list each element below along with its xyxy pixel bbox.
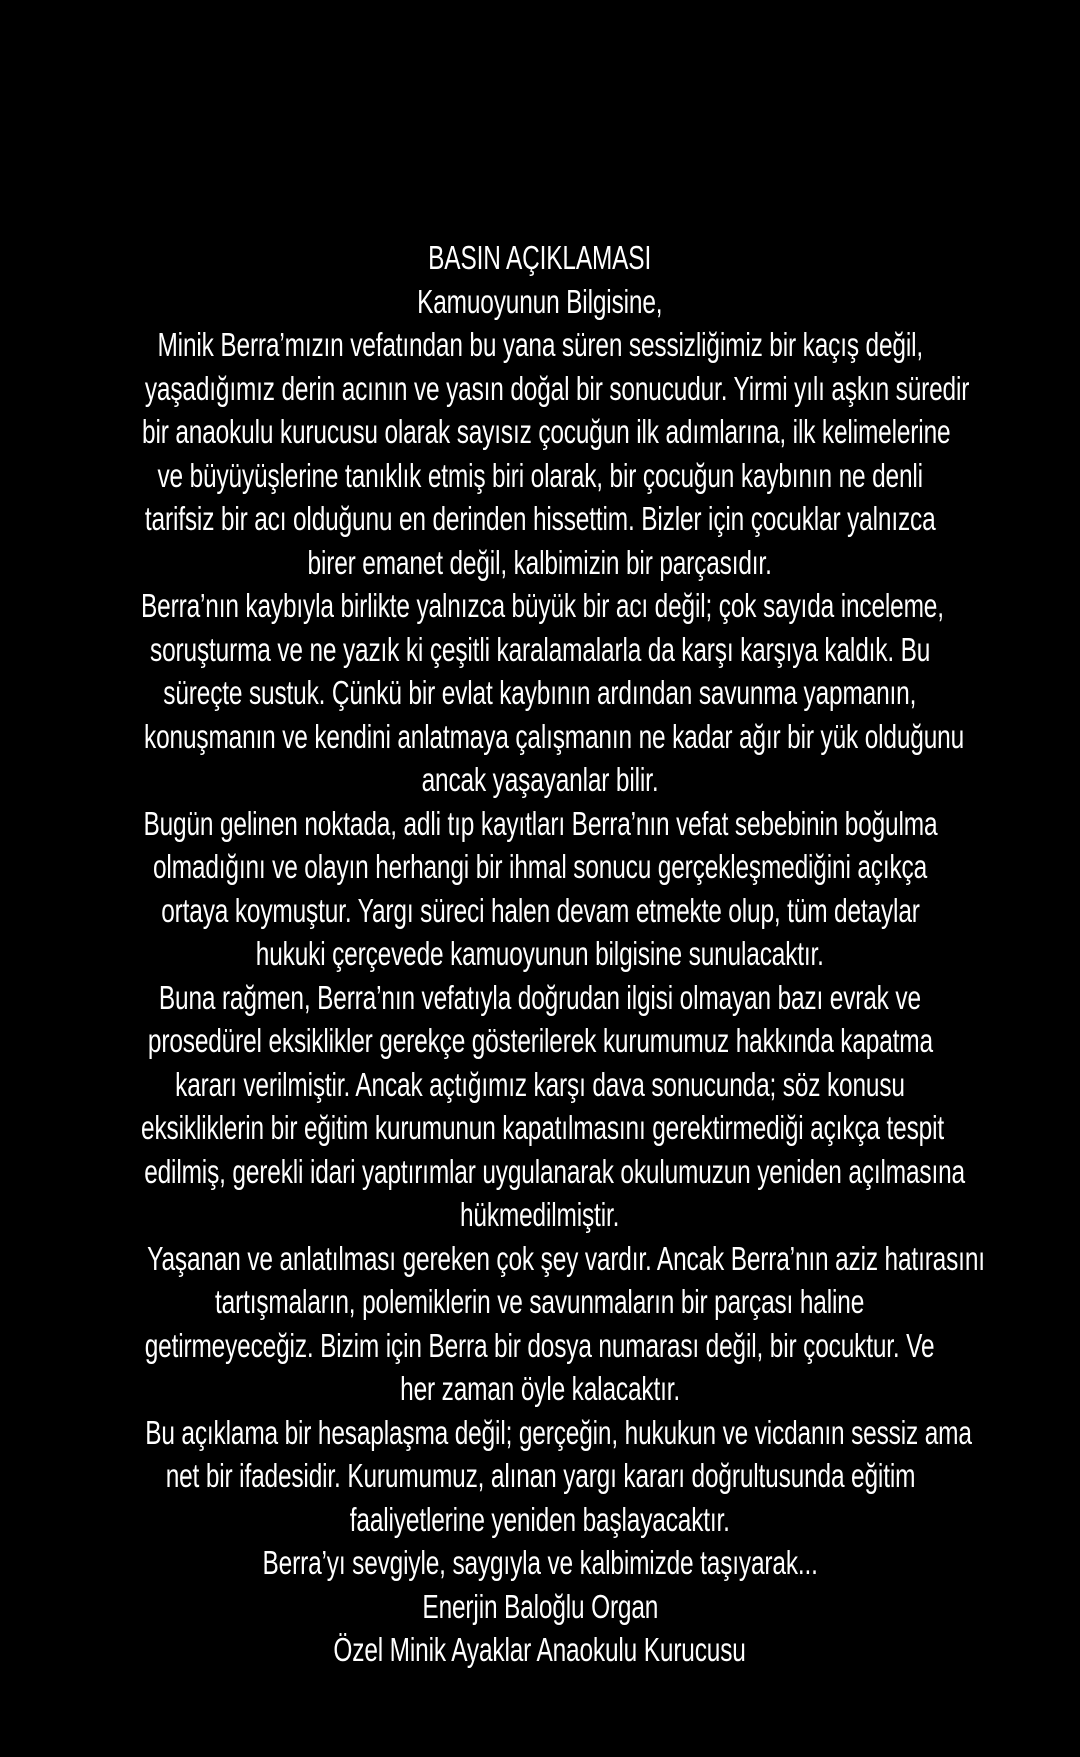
- text-line: [0, 323, 1080, 367]
- text-line-content: bir anaokulu kurucusu olarak sayısız çocuğun ilk adımlarına, ilk kelimelerine: [142, 413, 951, 450]
- text-line-content: net bir ifadesidir. Kurumumuz, alınan yargı kararı doğrultusunda eğitim: [165, 1457, 915, 1494]
- closing-line: [0, 1541, 1080, 1585]
- text-line-content: kararı verilmiştir. Ancak açtığımız karşı dava sonucunda; söz konusu: [175, 1065, 905, 1103]
- text-line: [0, 367, 1080, 411]
- text-line-content: getirmeyeceğiz. Bizim için Berra bir dosya numarası değil, bir çocuktur. Ve: [145, 1326, 935, 1364]
- salutation: [0, 280, 1080, 324]
- text-line: [0, 628, 1080, 672]
- text-line-content: birer emanet değil, kalbimizin bir parçasıdır.: [307, 543, 773, 581]
- text-line: [0, 410, 1080, 454]
- paragraph: [0, 802, 1080, 976]
- text-line: [0, 758, 1080, 802]
- text-line: [0, 1454, 1080, 1498]
- text-line-content: olmadığını ve olayın herhangi bir ihmal sonucu gerçekleşmediğini açıkça: [152, 848, 928, 885]
- signature-name-text: Enerjin Baloğlu Organ: [422, 1587, 658, 1625]
- text-line: [0, 454, 1080, 498]
- text-line-content: ve büyüyüşlerine tanıklık etmiş biri olarak, bir çocuğun kaybının ne denli: [157, 456, 923, 494]
- text-line-content: Bugün gelinen noktada, adli tıp kayıtları Berra’nın vefat sebebinin boğulma: [143, 804, 937, 842]
- text-line-content: edilmiş, gerekli idari yaptırımlar uygulanarak okulumuzun yeniden açılmasına: [144, 1152, 965, 1190]
- paragraph: [0, 1411, 1080, 1542]
- text-line: [0, 1063, 1080, 1107]
- text-line: [0, 1019, 1080, 1063]
- text-line: [0, 541, 1080, 585]
- text-line: [0, 976, 1080, 1020]
- text-line-content: faaliyetlerine yeniden başlayacaktır.: [349, 1500, 731, 1538]
- text-line: [0, 715, 1080, 759]
- signature-name: [0, 1585, 1080, 1629]
- signature-title: [0, 1628, 1080, 1672]
- text-line-content: konuşmanın ve kendini anlatmaya çalışmanın ne kadar ağır bir yük olduğunu: [144, 717, 965, 755]
- text-line-content: Yaşanan ve anlatılması gereken çok şey vardır. Ancak Berra’nın aziz hatırasını: [147, 1239, 985, 1277]
- text-line: [0, 1106, 1080, 1150]
- statement-body: [0, 323, 1080, 1541]
- text-line-content: ancak yaşayanlar bilir.: [421, 761, 659, 798]
- text-line-content: tartışmaların, polemiklerin ve savunmaların bir parçası haline: [215, 1283, 865, 1320]
- text-line-content: tarifsiz bir acı olduğunu en derinden hissettim. Bizler için çocuklar yalnızca: [144, 500, 936, 537]
- text-line-content: Bu açıklama bir hesaplaşma değil; gerçeğin, hukukun ve vicdanın sessiz ama: [145, 1413, 972, 1451]
- signature-title-text: Özel Minik Ayaklar Anaokulu Kurucusu: [333, 1631, 747, 1668]
- text-line-content: süreçte sustuk. Çünkü bir evlat kaybının ardından savunma yapmanın,: [163, 674, 917, 711]
- text-line: [0, 1411, 1080, 1455]
- text-line-content: Minik Berra’mızın vefatından bu yana süren sessizliğimiz bir kaçış değil,: [157, 326, 923, 363]
- text-line-content: prosedürel eksiklikler gerekçe gösterilerek kurumumuz hakkında kapatma: [147, 1022, 933, 1059]
- text-line-content: hukuki çerçevede kamuoyunun bilgisine sunulacaktır.: [255, 935, 825, 972]
- text-line: [0, 932, 1080, 976]
- text-line: [0, 1324, 1080, 1368]
- text-line: [0, 1498, 1080, 1542]
- text-line: [0, 802, 1080, 846]
- text-line-content: ortaya koymuştur. Yargı süreci halen devam etmekte olup, tüm detaylar: [160, 891, 920, 929]
- text-line-content: eksikliklerin bir eğitim kurumunun kapatılmasını gerektirmediği açıkça tespit: [141, 1109, 944, 1146]
- paragraph: [0, 1237, 1080, 1411]
- text-line: [0, 1150, 1080, 1194]
- text-line: [0, 1280, 1080, 1324]
- text-line-content: Berra’nın kaybıyla birlikte yalnızca büyük bir acı değil; çok sayıda inceleme,: [141, 587, 944, 624]
- text-line: [0, 671, 1080, 715]
- text-line-content: her zaman öyle kalacaktır.: [400, 1370, 680, 1407]
- press-statement: [0, 236, 1080, 1672]
- text-line: [0, 584, 1080, 628]
- text-line: [0, 1237, 1080, 1281]
- text-line: [0, 845, 1080, 889]
- text-line: [0, 497, 1080, 541]
- paragraph: [0, 584, 1080, 802]
- text-line-content: hükmedilmiştir.: [460, 1196, 620, 1233]
- text-line-content: Buna rağmen, Berra’nın vefatıyla doğrudan ilgisi olmayan bazı evrak ve: [158, 978, 922, 1016]
- text-line-content: yaşadığımız derin acının ve yasın doğal bir sonucudur. Yirmi yılı aşkın süredir: [144, 369, 970, 407]
- paragraph: [0, 323, 1080, 584]
- text-line: [0, 1193, 1080, 1237]
- closing-text: Berra’yı sevgiyle, saygıyla ve kalbimizde taşıyarak...: [262, 1544, 818, 1581]
- text-line-content: soruşturma ve ne yazık ki çeşitli karalamalarla da karşı karşıya kaldık. Bu: [149, 630, 931, 668]
- text-line: [0, 889, 1080, 933]
- salutation-text: Kamuoyunun Bilgisine,: [417, 282, 663, 320]
- statement-title: [0, 236, 1080, 280]
- paragraph: [0, 976, 1080, 1237]
- title-text: BASIN AÇIKLAMASI: [428, 239, 652, 276]
- text-line: [0, 1367, 1080, 1411]
